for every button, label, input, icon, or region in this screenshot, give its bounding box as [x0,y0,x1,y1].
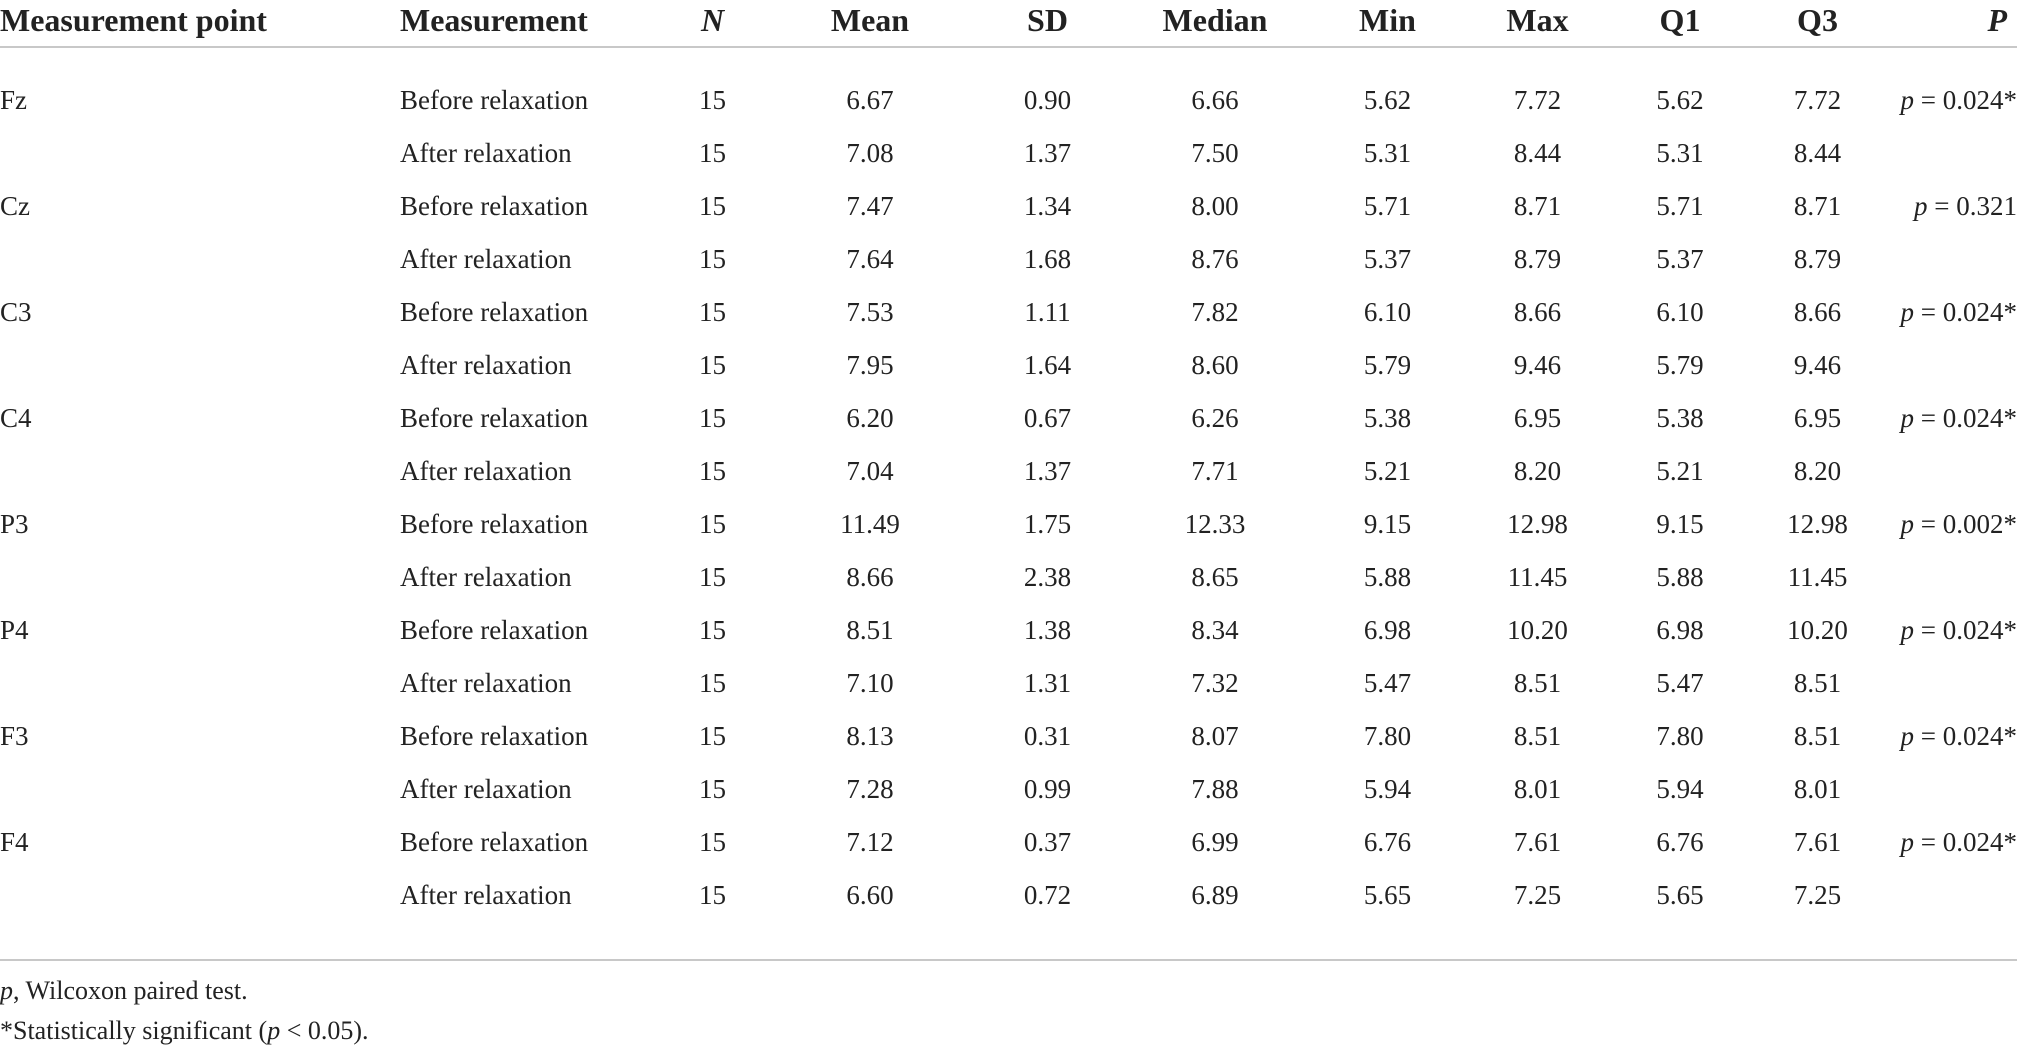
cell-measurement-point [0,127,400,180]
cell-q1: 5.21 [1656,456,1704,486]
cell-q3: 8.66 [1793,297,1842,327]
p-symbol: p [1900,615,1915,645]
cell-median: 7.88 [1191,774,1239,804]
p-value-text: = 0.024* [1914,615,2017,645]
cell-measurement-point [0,657,400,710]
cell-n: 15 [699,827,726,857]
cell-min: 5.37 [1363,244,1412,274]
cell-measurement-point: Cz [0,191,30,221]
cell-mean: 6.67 [846,85,894,115]
table-row [0,869,2017,922]
cell-measurement: Before relaxation [400,615,589,645]
cell-sd: 0.99 [1023,774,1072,804]
cell-min: 6.10 [1363,297,1412,327]
cell-median: 7.50 [1191,138,1239,168]
cell-sd: 0.90 [1023,85,1072,115]
cell-mean: 7.28 [846,774,894,804]
header-rule-line [0,47,2017,74]
cell-min: 5.21 [1363,456,1412,486]
p-value-text: = 0.024* [1914,721,2017,751]
footnote-p-symbol: p [0,976,13,1005]
cell-min: 6.98 [1363,615,1412,645]
cell-mean: 7.10 [846,668,894,698]
header-p: P [1987,2,2007,38]
cell-sd: 1.37 [1023,138,1072,168]
cell-n: 15 [699,721,726,751]
cell-sd: 1.38 [1023,615,1072,645]
cell-max: 7.61 [1513,827,1562,857]
cell-sd: 1.68 [1023,244,1072,274]
cell-min: 5.62 [1363,85,1412,115]
table-row [0,233,2017,286]
cell-sd: 1.37 [1023,456,1072,486]
header-min: Min [1359,2,1416,38]
cell-measurement-point: F3 [0,721,29,751]
cell-measurement-point: Fz [0,85,27,115]
cell-q3: 11.45 [1787,562,1848,592]
table-row [0,816,2017,869]
cell-n: 15 [699,297,726,327]
cell-measurement-point: C4 [0,403,32,433]
cell-q3: 8.44 [1793,138,1842,168]
header-median: Median [1162,2,1268,38]
cell-sd: 1.34 [1023,191,1072,221]
cell-p-value [1880,392,2017,445]
p-symbol: p [1900,509,1915,539]
cell-q3: 7.61 [1793,827,1842,857]
cell-measurement-point [0,551,400,604]
table-row [0,710,2017,763]
table-row [0,445,2017,498]
cell-max: 8.20 [1513,456,1562,486]
cell-q3: 6.95 [1793,403,1842,433]
cell-sd: 1.75 [1023,509,1072,539]
cell-measurement-point [0,763,400,816]
cell-n: 15 [699,138,726,168]
cell-p-value [1880,180,2017,233]
cell-p-value [1880,233,2017,286]
cell-sd: 0.31 [1023,721,1072,751]
cell-median: 8.65 [1191,562,1239,592]
footnote-significance-suffix: < 0.05). [280,1016,369,1045]
cell-q1: 5.37 [1656,244,1704,274]
cell-median: 12.33 [1184,509,1246,539]
p-symbol: p [1900,403,1915,433]
cell-n: 15 [699,615,726,645]
table-row [0,286,2017,339]
header-measurement: Measurement [400,2,588,38]
cell-measurement-point [0,445,400,498]
cell-measurement: After relaxation [400,774,572,804]
cell-mean: 7.04 [846,456,894,486]
table-row [0,498,2017,551]
cell-n: 15 [699,509,726,539]
cell-median: 8.76 [1191,244,1239,274]
cell-measurement-point: P3 [0,509,29,539]
cell-measurement-point: C3 [0,297,32,327]
table-row [0,604,2017,657]
cell-mean: 7.47 [846,191,894,221]
cell-measurement: Before relaxation [400,403,589,433]
header-n: N [700,2,725,38]
cell-median: 6.26 [1191,403,1239,433]
footnote-significance-prefix: *Statistically significant ( [0,1016,268,1045]
header-sd: SD [1027,2,1068,38]
cell-n: 15 [699,668,726,698]
cell-p-value [1880,869,2017,922]
cell-min: 9.15 [1363,509,1412,539]
cell-min: 5.47 [1363,668,1412,698]
cell-q1: 5.62 [1656,85,1704,115]
cell-measurement-point: P4 [0,615,29,645]
cell-q3: 10.20 [1787,615,1848,645]
cell-p-value [1880,710,2017,763]
cell-q1: 7.80 [1656,721,1704,751]
cell-sd: 1.31 [1023,668,1072,698]
cell-q3: 8.79 [1793,244,1842,274]
cell-sd: 1.11 [1024,297,1071,327]
table-bottom-rule [0,959,2017,961]
cell-min: 5.88 [1363,562,1412,592]
table-header-row [0,0,2017,47]
cell-measurement: After relaxation [400,668,572,698]
cell-min: 5.71 [1363,191,1412,221]
table-row [0,339,2017,392]
header-rule [0,47,2017,74]
cell-q3: 8.51 [1793,668,1842,698]
cell-q3: 8.71 [1793,191,1842,221]
cell-min: 7.80 [1363,721,1412,751]
cell-n: 15 [699,774,726,804]
cell-min: 6.76 [1363,827,1412,857]
cell-measurement: Before relaxation [400,191,589,221]
cell-p-value [1880,763,2017,816]
p-value-text: = 0.024* [1914,85,2017,115]
cell-max: 10.20 [1507,615,1568,645]
cell-min: 5.65 [1363,880,1412,910]
cell-p-value [1880,127,2017,180]
cell-max: 8.79 [1513,244,1562,274]
table-row [0,127,2017,180]
cell-max: 6.95 [1513,403,1562,433]
cell-median: 8.60 [1191,350,1239,380]
cell-q1: 5.65 [1656,880,1704,910]
cell-n: 15 [699,350,726,380]
header-max: Max [1506,2,1569,38]
cell-max: 12.98 [1507,509,1568,539]
cell-n: 15 [699,403,726,433]
cell-median: 8.07 [1191,721,1239,751]
cell-sd: 0.37 [1023,827,1072,857]
table-body [0,47,2017,922]
cell-q3: 8.20 [1793,456,1842,486]
cell-q3: 7.72 [1793,85,1842,115]
cell-measurement: After relaxation [400,562,572,592]
p-value-text: = 0.321 [1927,191,2017,221]
cell-measurement: Before relaxation [400,297,589,327]
cell-n: 15 [699,244,726,274]
p-symbol: p [1900,827,1915,857]
p-symbol: p [1900,721,1915,751]
cell-q3: 9.46 [1793,350,1842,380]
cell-p-value [1880,816,2017,869]
cell-max: 8.71 [1513,191,1562,221]
cell-mean: 6.60 [846,880,894,910]
cell-q1: 5.71 [1656,191,1704,221]
cell-measurement: After relaxation [400,456,572,486]
cell-median: 8.34 [1191,615,1239,645]
cell-p-value [1880,498,2017,551]
cell-p-value [1880,551,2017,604]
cell-measurement: After relaxation [400,350,572,380]
cell-measurement: After relaxation [400,138,572,168]
p-value-text: = 0.002* [1914,509,2017,539]
cell-n: 15 [699,562,726,592]
p-symbol: p [1900,297,1915,327]
cell-p-value [1880,286,2017,339]
cell-q1: 5.31 [1656,138,1704,168]
cell-sd: 0.67 [1023,403,1072,433]
cell-median: 6.66 [1191,85,1239,115]
cell-p-value [1880,657,2017,710]
cell-mean: 11.49 [840,509,900,539]
p-value-text: = 0.024* [1914,827,2017,857]
cell-q1: 5.88 [1656,562,1704,592]
cell-measurement-point: F4 [0,827,29,857]
table-row [0,74,2017,127]
cell-measurement-point [0,233,400,286]
cell-n: 15 [699,456,726,486]
cell-mean: 7.64 [846,244,894,274]
cell-median: 7.32 [1191,668,1239,698]
p-symbol: p [1900,85,1915,115]
cell-q1: 6.98 [1656,615,1704,645]
cell-max: 7.25 [1513,880,1562,910]
footnote-wilcoxon [0,974,248,1008]
cell-p-value [1880,339,2017,392]
header-q1: Q1 [1659,2,1701,38]
cell-max: 7.72 [1513,85,1562,115]
cell-max: 9.46 [1513,350,1562,380]
cell-min: 5.79 [1363,350,1412,380]
cell-measurement: Before relaxation [400,509,589,539]
cell-sd: 0.72 [1023,880,1072,910]
table-row [0,657,2017,710]
cell-mean: 7.12 [846,827,894,857]
cell-q1: 9.15 [1656,509,1704,539]
cell-n: 15 [699,85,726,115]
cell-mean: 8.13 [846,721,894,751]
cell-mean: 7.08 [846,138,894,168]
table-row [0,180,2017,233]
cell-p-value [1880,74,2017,127]
cell-n: 15 [699,880,726,910]
header-measurement-point: Measurement point [0,2,267,38]
cell-q1: 5.94 [1656,774,1704,804]
cell-mean: 6.20 [846,403,894,433]
cell-max: 11.45 [1507,562,1568,592]
cell-max: 8.66 [1513,297,1562,327]
cell-q1: 5.79 [1656,350,1704,380]
cell-p-value [1880,604,2017,657]
cell-n: 15 [699,191,726,221]
cell-measurement: After relaxation [400,880,572,910]
cell-mean: 7.53 [846,297,894,327]
cell-median: 7.71 [1191,456,1239,486]
cell-sd: 1.64 [1023,350,1072,380]
header-q3: Q3 [1797,2,1838,38]
cell-measurement-point [0,869,400,922]
cell-q1: 6.10 [1656,297,1704,327]
cell-q1: 6.76 [1656,827,1704,857]
table-row [0,392,2017,445]
footnote-wilcoxon-text: , Wilcoxon paired test. [13,976,248,1005]
cell-q3: 12.98 [1787,509,1848,539]
cell-max: 8.01 [1513,774,1562,804]
cell-measurement: Before relaxation [400,85,589,115]
cell-q3: 7.25 [1793,880,1842,910]
cell-p-value [1880,445,2017,498]
header-mean: Mean [830,2,910,38]
table-row [0,763,2017,816]
cell-max: 8.44 [1513,138,1562,168]
cell-max: 8.51 [1513,668,1562,698]
footnote-significance [0,1014,369,1048]
p-value-text: = 0.024* [1914,297,2017,327]
cell-mean: 8.51 [846,615,894,645]
cell-measurement: Before relaxation [400,827,589,857]
cell-median: 6.89 [1191,880,1239,910]
cell-sd: 2.38 [1023,562,1072,592]
cell-mean: 7.95 [846,350,894,380]
cell-q1: 5.38 [1656,403,1704,433]
cell-q3: 8.51 [1793,721,1842,751]
p-value-text: = 0.024* [1914,403,2017,433]
cell-median: 7.82 [1191,297,1239,327]
cell-min: 5.38 [1363,403,1412,433]
cell-median: 6.99 [1191,827,1239,857]
footnote-significance-p: p [267,1016,281,1045]
cell-min: 5.31 [1363,138,1412,168]
cell-min: 5.94 [1363,774,1412,804]
cell-q1: 5.47 [1656,668,1704,698]
cell-measurement: Before relaxation [400,721,589,751]
cell-q3: 8.01 [1793,774,1842,804]
cell-measurement-point [0,339,400,392]
cell-mean: 8.66 [846,562,894,592]
cell-median: 8.00 [1191,191,1239,221]
cell-measurement: After relaxation [400,244,572,274]
cell-max: 8.51 [1513,721,1562,751]
p-symbol: p [1914,191,1928,221]
table-row [0,551,2017,604]
